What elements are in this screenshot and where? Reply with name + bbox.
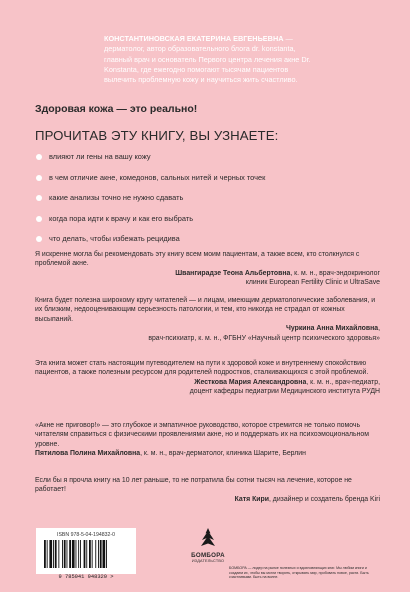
learn-heading: ПРОЧИТАВ ЭТУ КНИГУ, ВЫ УЗНАЕТЕ: — [35, 128, 279, 143]
isbn-label: ISBN 978-5-04-194832-0 — [57, 532, 115, 538]
review-signature — [35, 324, 380, 333]
bullet-dot-icon — [36, 154, 42, 160]
review-text: Я искренне могла бы рекомендовать эту книгу всем моим пациентам, а также всем, кто столкнулся с проблемой акне. — [35, 251, 360, 268]
list-item: в чем отличие акне, комедонов, сальных нитей и черных точек — [35, 173, 375, 183]
list-item: какие анализы точно не нужно сдавать — [35, 193, 375, 203]
reviewer-name: Швангирадзе Теона Альбертовна — [175, 269, 291, 277]
reviewer-name: Жесткова Мария Александровна — [194, 378, 307, 386]
barcode-bars — [42, 540, 130, 568]
review-signature — [35, 495, 380, 504]
reviewer-credentials-line2: врач-психиатр, к. м. н., ФГБНУ «Научный центр психического здоровья» — [148, 334, 380, 342]
reviewer-credentials: , — [378, 325, 380, 333]
reviewer-credentials-line2: клиник European Fertility Clinic и UltraSave — [245, 279, 380, 287]
barcode-digits: 9 785041 948320 > — [58, 574, 114, 580]
barcode — [36, 528, 136, 580]
author-description: — дерматолог, автор образовательного блога dr. konstanta, главный врач и основатель Первого центра лечения акне Dr. Konstanta, где ежегодно помогают тысячам пациентов вылечить проблемную кожу и научиться жить счастливо. — [104, 34, 311, 85]
benefits-list — [35, 152, 375, 255]
review — [35, 476, 380, 504]
list-item: когда пора идти к врачу и как его выбрать — [35, 214, 375, 224]
review-text: Если бы я прочла книгу на 10 лет раньше, то не потратила бы сотни тысяч на лечение, которое не работает! — [35, 477, 352, 494]
review — [35, 250, 380, 288]
review-text: Эта книга может стать настоящим путеводителем на пути к здоровой коже и внутреннему спокойствию пациентов, а также полезным ресурсом для родителей подростков, сталкивающихся с этой проблемой. — [35, 360, 369, 377]
author-bio — [104, 34, 322, 85]
publisher-subtitle: ИЗДАТЕЛЬСТВО — [191, 559, 225, 563]
reviewer-credentials: , к. м. н., врач-эндокринолог — [290, 269, 380, 277]
review — [35, 296, 380, 343]
list-item: что делать, чтобы избежать рецидива — [35, 234, 375, 244]
tagline: Здоровая кожа — это реально! — [35, 103, 198, 115]
author-name: КОНСТАНТИНОВСКАЯ ЕКАТЕРИНА ЕВГЕНЬЕВНА — [104, 34, 284, 43]
list-item: влияют ли гены на вашу кожу — [35, 152, 375, 162]
bullet-dot-icon — [36, 175, 42, 181]
publisher-note: БОМБОРА — лидер на рынке полезных и вдохновляющих книг. Мы любим книги и создаем их, чтобы вы могли творить, открывать мир, пробовать новое, расти. Быть счастливыми. Быть на волне. — [229, 566, 369, 580]
publisher-logo — [188, 527, 228, 563]
review-text: «Акне не приговор!» — это глубокое и эмпатичное руководство, которое стремится не только помочь читателям справиться с физическими проявлениями акне, но и поддержать их на психоэмоциональном уровне. — [35, 422, 369, 448]
reviewer-credentials: , к. м. н., врач-педиатр, — [306, 378, 380, 386]
bullet-dot-icon — [36, 236, 42, 242]
reviewer-name: Чуркина Анна Михайловна — [286, 325, 379, 333]
bullet-dot-icon — [36, 216, 42, 222]
reviewer-name: Пятилова Полина Михайловна — [35, 450, 141, 458]
review-signature — [35, 269, 380, 278]
review-signature — [35, 449, 380, 458]
review — [35, 359, 380, 397]
bombora-logo-icon — [200, 527, 216, 547]
review-text: Книга будет полезна широкому кругу читателей — и лицам, имеющим дерматологические заболевания, и их близким, недооценивающим серьезность патологии, и тем, кто никогда не страдал от кожных высыпаний. — [35, 297, 376, 323]
reviewer-credentials-line2: доцент кафедры педиатрии Медицинского института РУДН — [189, 388, 380, 396]
review-signature — [35, 378, 380, 387]
reviewer-name: Катя Кири — [234, 495, 269, 503]
reviewer-credentials: , дизайнер и создатель бренда Kiri — [268, 495, 380, 503]
bullet-dot-icon — [36, 195, 42, 201]
review — [35, 421, 380, 459]
reviewer-credentials: , к. м. н., врач-дерматолог, клиника Шарите, Берлин — [140, 450, 306, 458]
publisher-name: БОМБОРА — [191, 552, 225, 559]
